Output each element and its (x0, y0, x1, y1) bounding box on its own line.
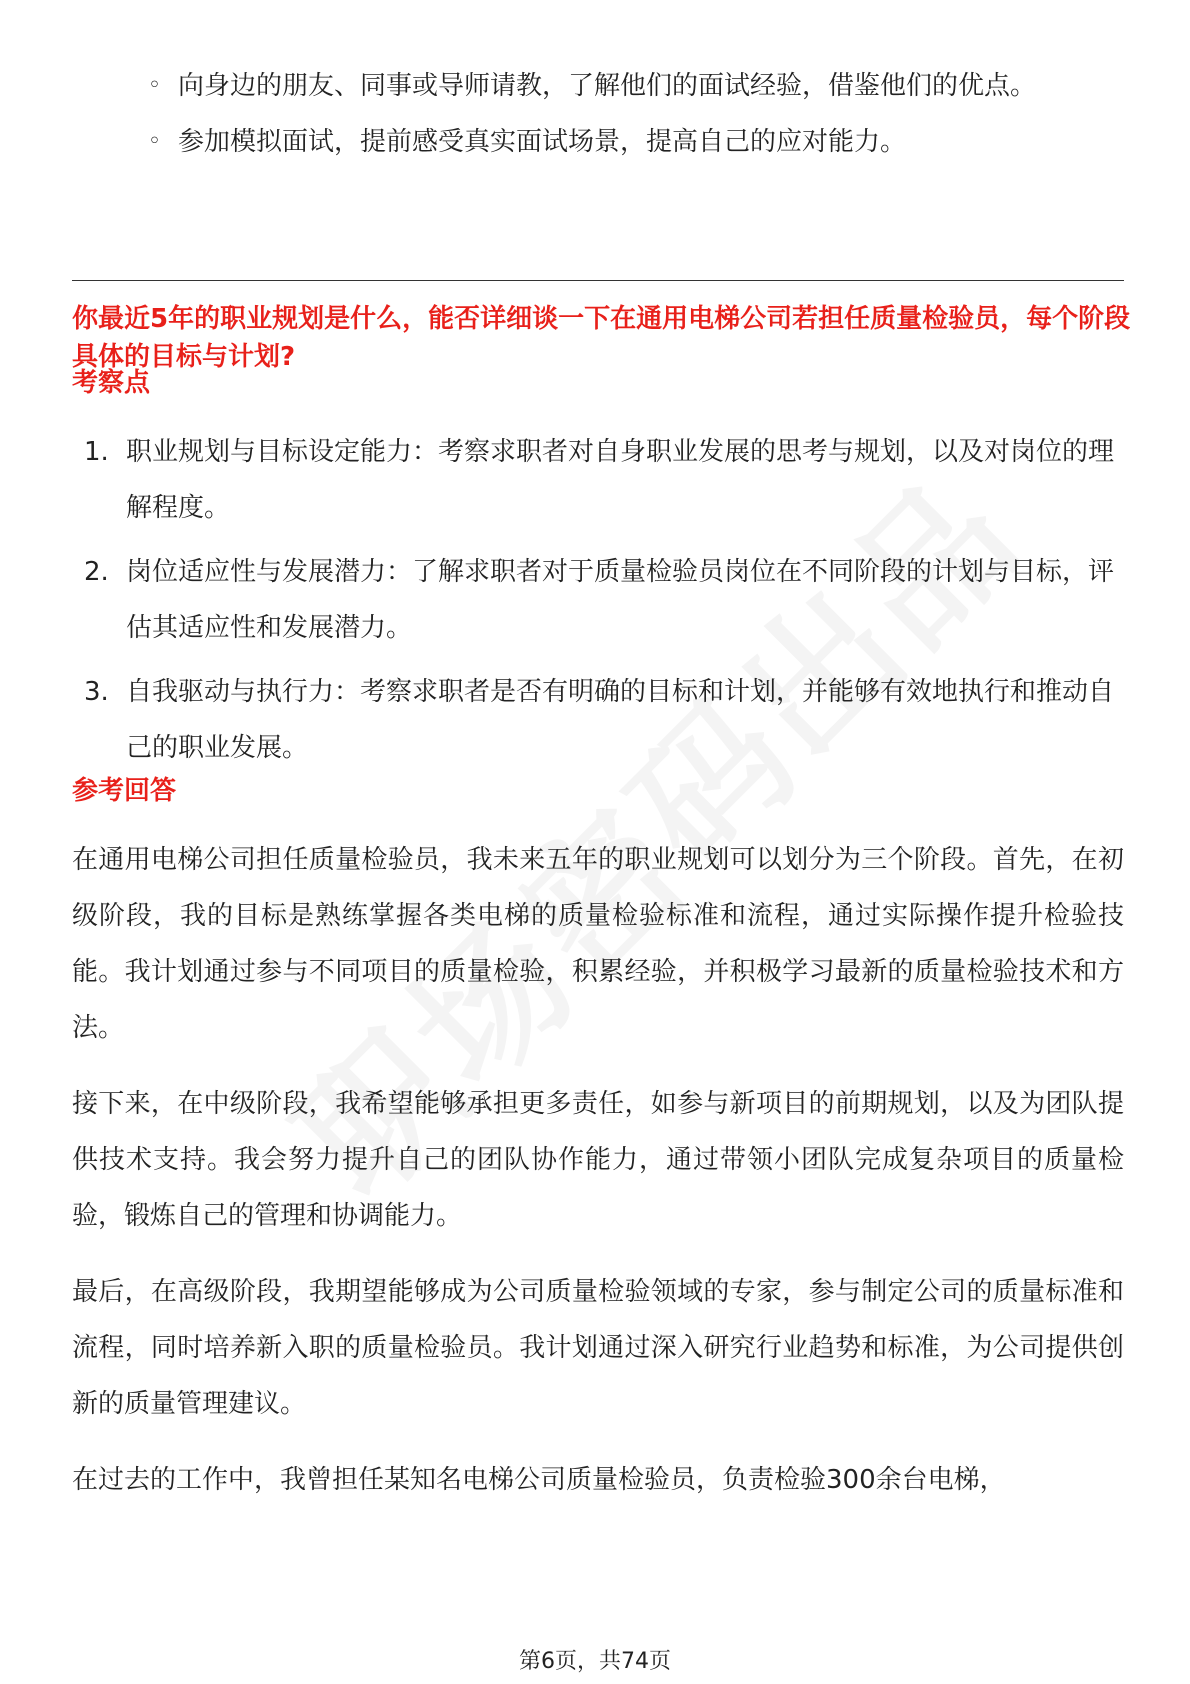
answer-paragraph: 接下来，在中级阶段，我希望能够承担更多责任，如参与新项目的前期规划，以及为团队提供技术支持。我会努力提升自己的团队协作能力，通过带领小团队完成复杂项目的质量检验，锻炼自己的管理和协调能力。 (72, 1089, 1124, 1231)
list-item (148, 114, 1088, 170)
list-item (84, 544, 1124, 656)
exam-points-list (84, 424, 1124, 784)
list-number: 3. (84, 677, 109, 707)
answer-paragraph: 在通用电梯公司担任质量检验员，我未来五年的职业规划可以划分为三个阶段。首先，在初级阶段，我的目标是熟练掌握各类电梯的质量检验标准和流程，通过实际操作提升检验技能。我计划通过参与不同项目的质量检验，积累经验，并积极学习最新的质量检验技术和方法。 (72, 845, 1124, 1043)
answer-heading: 参考回答 (72, 776, 177, 806)
question-heading: 你最近5年的职业规划是什么，能否详细谈一下在通用电梯公司若担任质量检验员，每个阶段具体的目标与计划? (72, 304, 1131, 372)
page-number-footer: 第6页，共74页 (519, 1649, 671, 1674)
list-item (84, 664, 1124, 776)
tips-bullet-list (148, 58, 1088, 170)
list-item-text: 职业规划与目标设定能力：考察求职者对自身职业发展的思考与规划，以及对岗位的理解程度。 (126, 437, 1115, 523)
list-number: 2. (84, 557, 109, 587)
list-item (148, 58, 1088, 114)
list-item-text: 自我驱动与执行力：考察求职者是否有明确的目标和计划，并能够有效地执行和推动自己的职业发展。 (126, 677, 1115, 763)
list-number: 1. (84, 437, 109, 467)
bullet-text: 参加模拟面试，提前感受真实面试场景，提高自己的应对能力。 (178, 127, 907, 157)
section-divider (72, 280, 1124, 281)
answer-paragraph: 最后，在高级阶段，我期望能够成为公司质量检验领域的专家，参与制定公司的质量标准和流程，同时培养新入职的质量检验员。我计划通过深入研究行业趋势和标准，为公司提供创新的质量管理建议。 (72, 1277, 1124, 1419)
list-item-text: 岗位适应性与发展潜力：了解求职者对于质量检验员岗位在不同阶段的计划与目标，评估其适应性和发展潜力。 (126, 557, 1115, 643)
bullet-marker: ◦ (148, 73, 161, 98)
exam-points-heading: 考察点 (72, 368, 151, 398)
bullet-marker: ◦ (148, 129, 161, 154)
list-item (84, 424, 1124, 536)
bullet-text: 向身边的朋友、同事或导师请教，了解他们的面试经验，借鉴他们的优点。 (178, 71, 1037, 101)
answer-paragraph: 在过去的工作中，我曾担任某知名电梯公司质量检验员，负责检验300余台电梯， (72, 1465, 1006, 1495)
